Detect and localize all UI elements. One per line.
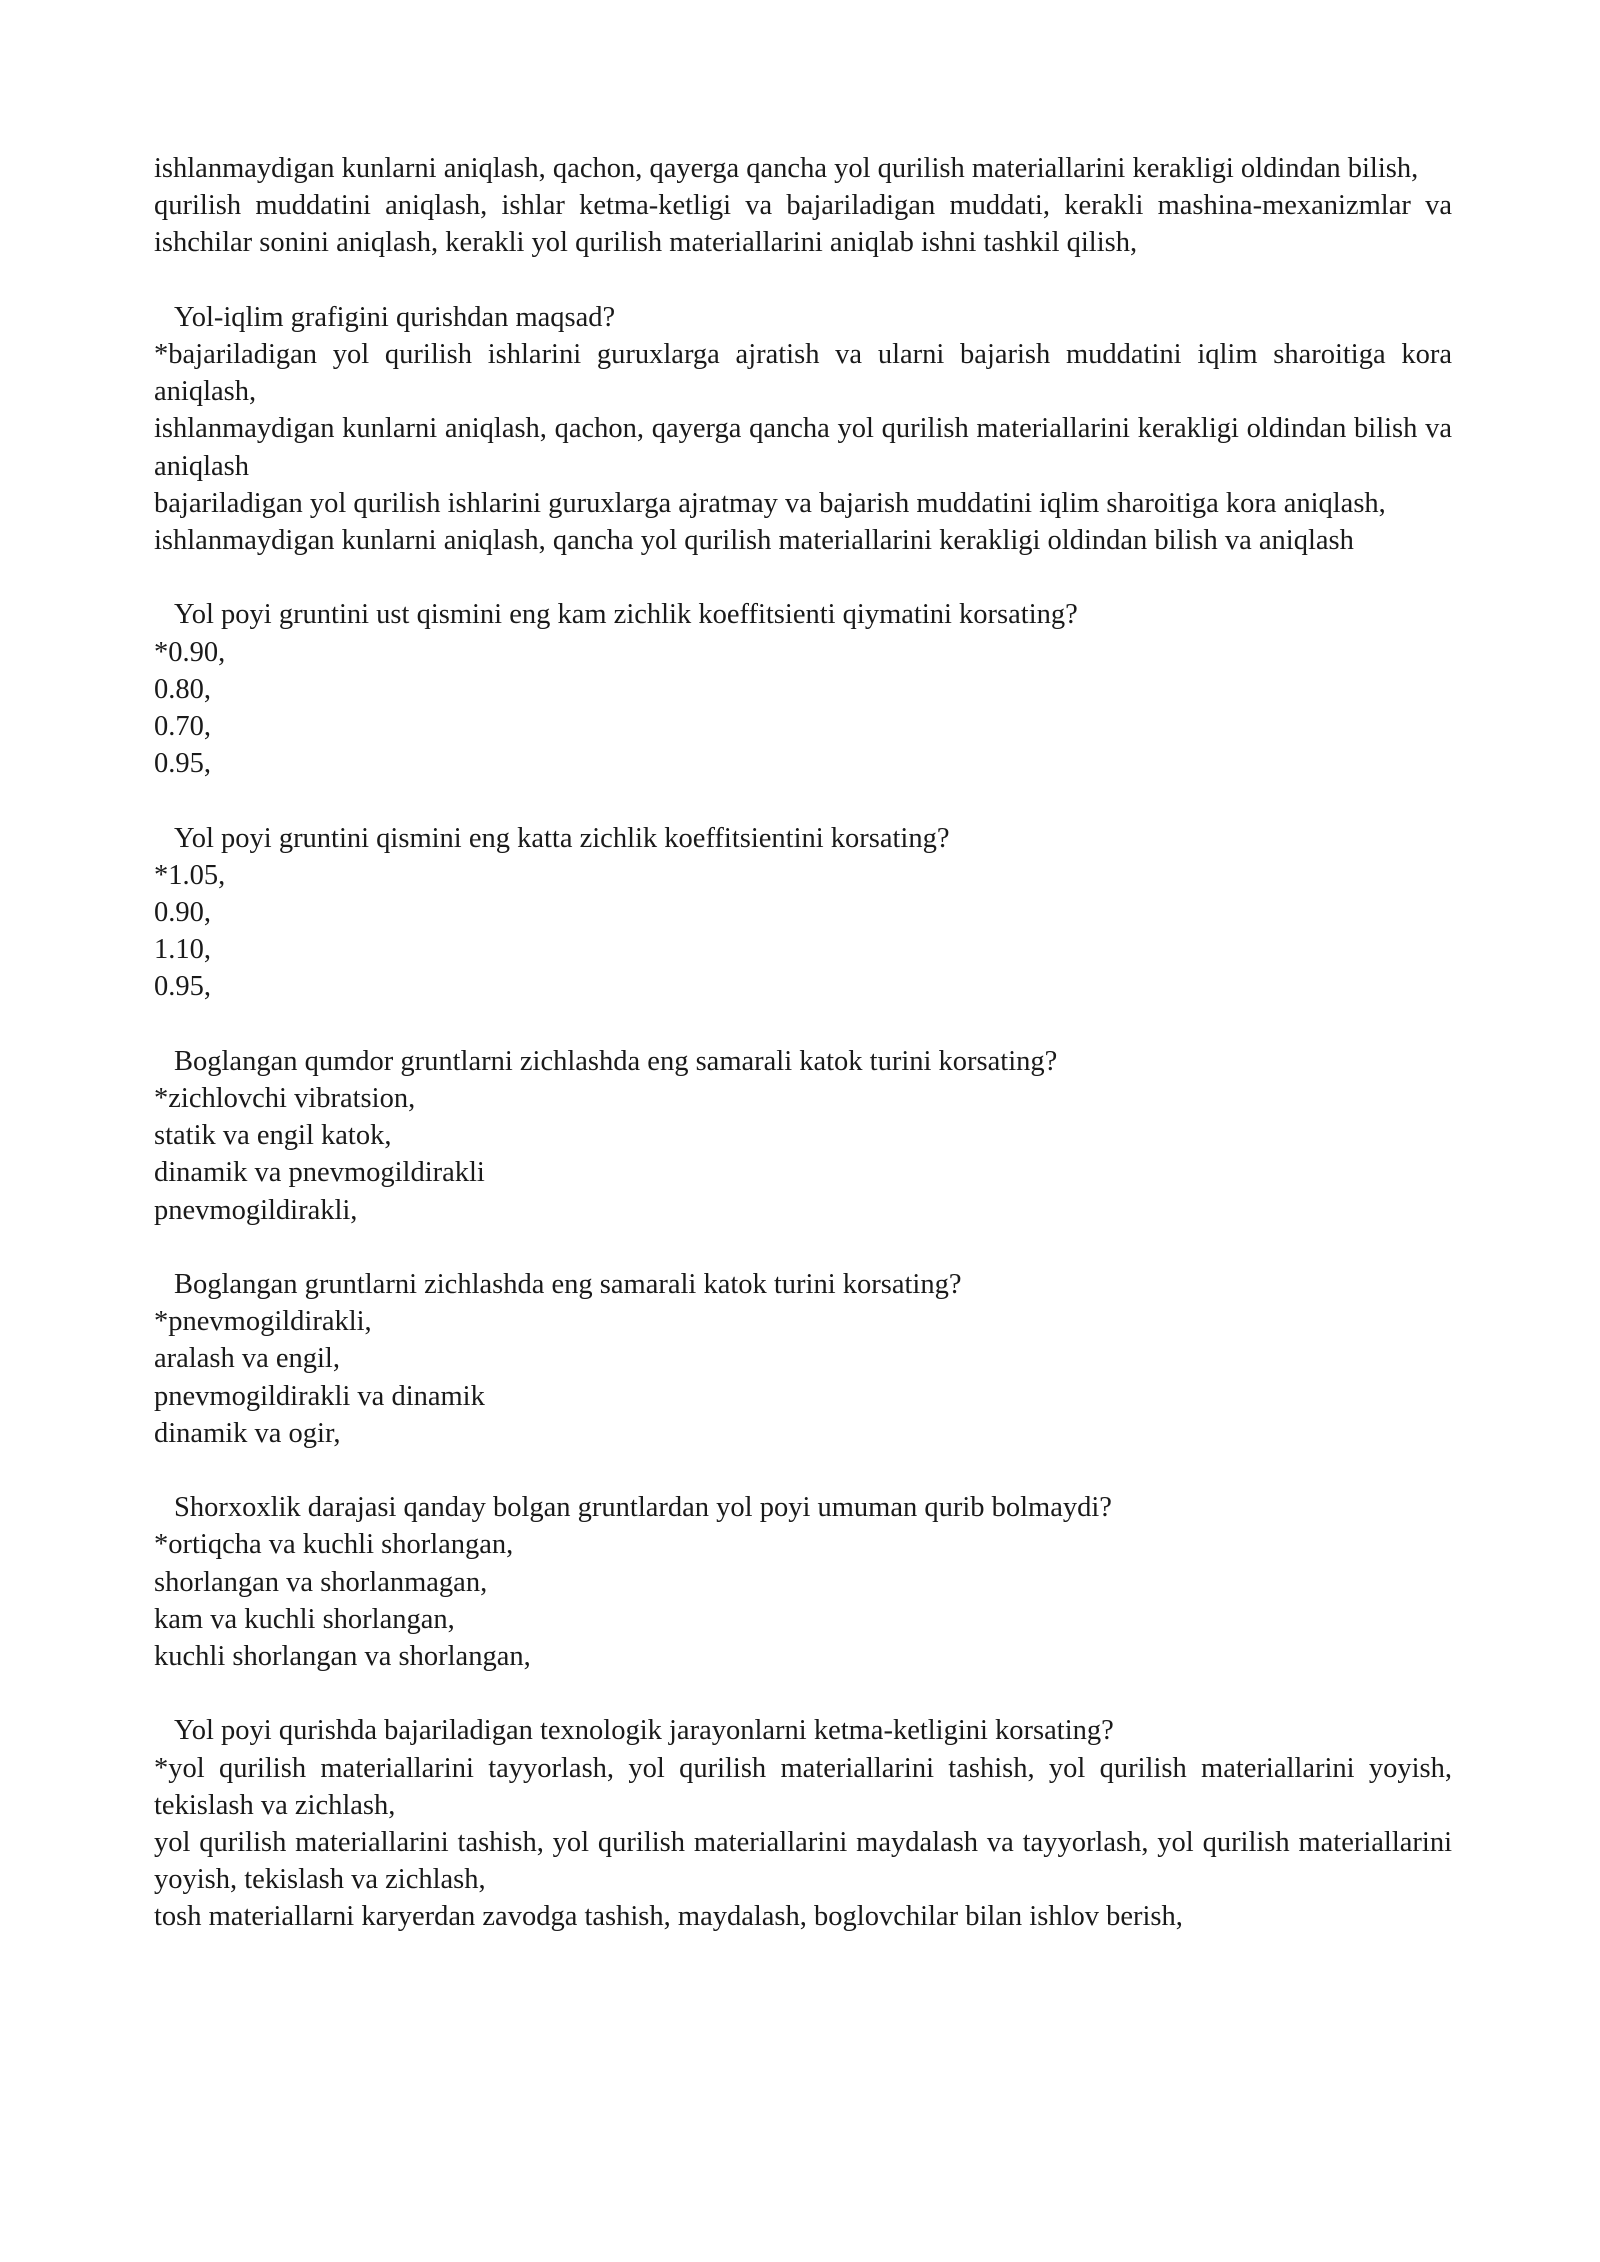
answer-option: pnevmogildirakli va dinamik bbox=[154, 1380, 485, 1412]
answer-option: *ortiqcha va kuchli shorlangan, bbox=[154, 1529, 514, 1561]
answer-option: 0.70, bbox=[154, 711, 211, 743]
answer-option: ishlanmaydigan kunlarni aniqlash, qachon, qayerga qancha yol qurilish materiallarini kerakligi oldindan bilish va aniqlash bbox=[154, 413, 1452, 482]
answer-option: 1.10, bbox=[154, 934, 211, 966]
answer-option: 0.95, bbox=[154, 971, 211, 1003]
question-text: Yol-iqlim grafigini qurishdan maqsad? bbox=[174, 301, 616, 333]
answer-option: dinamik va ogir, bbox=[154, 1417, 341, 1449]
intro-line: qurilish muddatini aniqlash, ishlar ketma-ketligi va bajariladigan muddati, kerakli mashina-mexanizmlar va ishchilar sonini aniqlash, kerakli yol qurilish materiallarini aniqlab ishni tashkil qilish, bbox=[154, 190, 1452, 259]
question-block bbox=[154, 299, 1452, 559]
answer-option: aralash va engil, bbox=[154, 1343, 340, 1375]
document-page bbox=[154, 150, 1452, 1936]
intro-block bbox=[154, 150, 1452, 262]
question-block bbox=[154, 1712, 1452, 1935]
answer-option: 0.95, bbox=[154, 748, 211, 780]
question-block bbox=[154, 1043, 1452, 1229]
intro-line: ishlanmaydigan kunlarni aniqlash, qachon, qayerga qancha yol qurilish materiallarini kerakligi oldindan bilish, bbox=[154, 153, 1419, 184]
answer-option: *zichlovchi vibratsion, bbox=[154, 1083, 416, 1115]
answer-option: dinamik va pnevmogildirakli bbox=[154, 1157, 485, 1189]
answer-option: 0.90, bbox=[154, 897, 211, 929]
question-text: Yol poyi gruntini qismini eng katta zichlik koeffitsientini korsating? bbox=[174, 822, 950, 854]
answer-option: *0.90, bbox=[154, 636, 226, 668]
answer-option: shorlangan va shorlanmagan, bbox=[154, 1566, 488, 1598]
question-text: Shorxoxlik darajasi qanday bolgan gruntlardan yol poyi umuman qurib bolmaydi? bbox=[174, 1492, 1112, 1524]
answer-option: kuchli shorlangan va shorlangan, bbox=[154, 1641, 531, 1673]
question-text: Boglangan qumdor gruntlarni zichlashda eng samarali katok turini korsating? bbox=[174, 1045, 1058, 1077]
question-text: Yol poyi qurishda bajariladigan texnologik jarayonlarni ketma-ketligini korsating? bbox=[174, 1715, 1114, 1747]
question-block bbox=[154, 820, 1452, 1006]
answer-option: *yol qurilish materiallarini tayyorlash, yol qurilish materiallarini tashish, yol qurilish materiallarini yoyish, tekislash va zichlash, bbox=[154, 1752, 1452, 1821]
answer-option: tosh materiallarni karyerdan zavodga tashish, maydalash, boglovchilar bilan ishlov berish, bbox=[154, 1901, 1183, 1933]
question-block bbox=[154, 1266, 1452, 1452]
question-text: Yol poyi gruntini ust qismini eng kam zichlik koeffitsienti qiymatini korsating? bbox=[174, 599, 1078, 631]
answer-option: pnevmogildirakli, bbox=[154, 1194, 358, 1226]
answer-option: *bajariladigan yol qurilish ishlarini guruxlarga ajratish va ularni bajarish muddatini iqlim sharoitiga kora aniqlash, bbox=[154, 339, 1452, 408]
question-text: Boglangan gruntlarni zichlashda eng samarali katok turini korsating? bbox=[174, 1269, 962, 1301]
answer-option: *pnevmogildirakli, bbox=[154, 1306, 372, 1338]
question-block bbox=[154, 596, 1452, 782]
answer-option: 0.80, bbox=[154, 673, 211, 705]
answer-option: *1.05, bbox=[154, 859, 226, 891]
answer-option: ishlanmaydigan kunlarni aniqlash, qancha yol qurilish materiallarini kerakligi oldindan bilish va aniqlash bbox=[154, 525, 1354, 557]
answer-option: statik va engil katok, bbox=[154, 1120, 392, 1152]
answer-option: bajariladigan yol qurilish ishlarini guruxlarga ajratmay va bajarish muddatini iqlim sharoitiga kora aniqlash, bbox=[154, 487, 1386, 519]
question-block bbox=[154, 1489, 1452, 1675]
answer-option: yol qurilish materiallarini tashish, yol qurilish materiallarini maydalash va tayyorlash, yol qurilish materiallarini yoyish, tekislash va zichlash, bbox=[154, 1827, 1452, 1896]
answer-option: kam va kuchli shorlangan, bbox=[154, 1603, 455, 1635]
